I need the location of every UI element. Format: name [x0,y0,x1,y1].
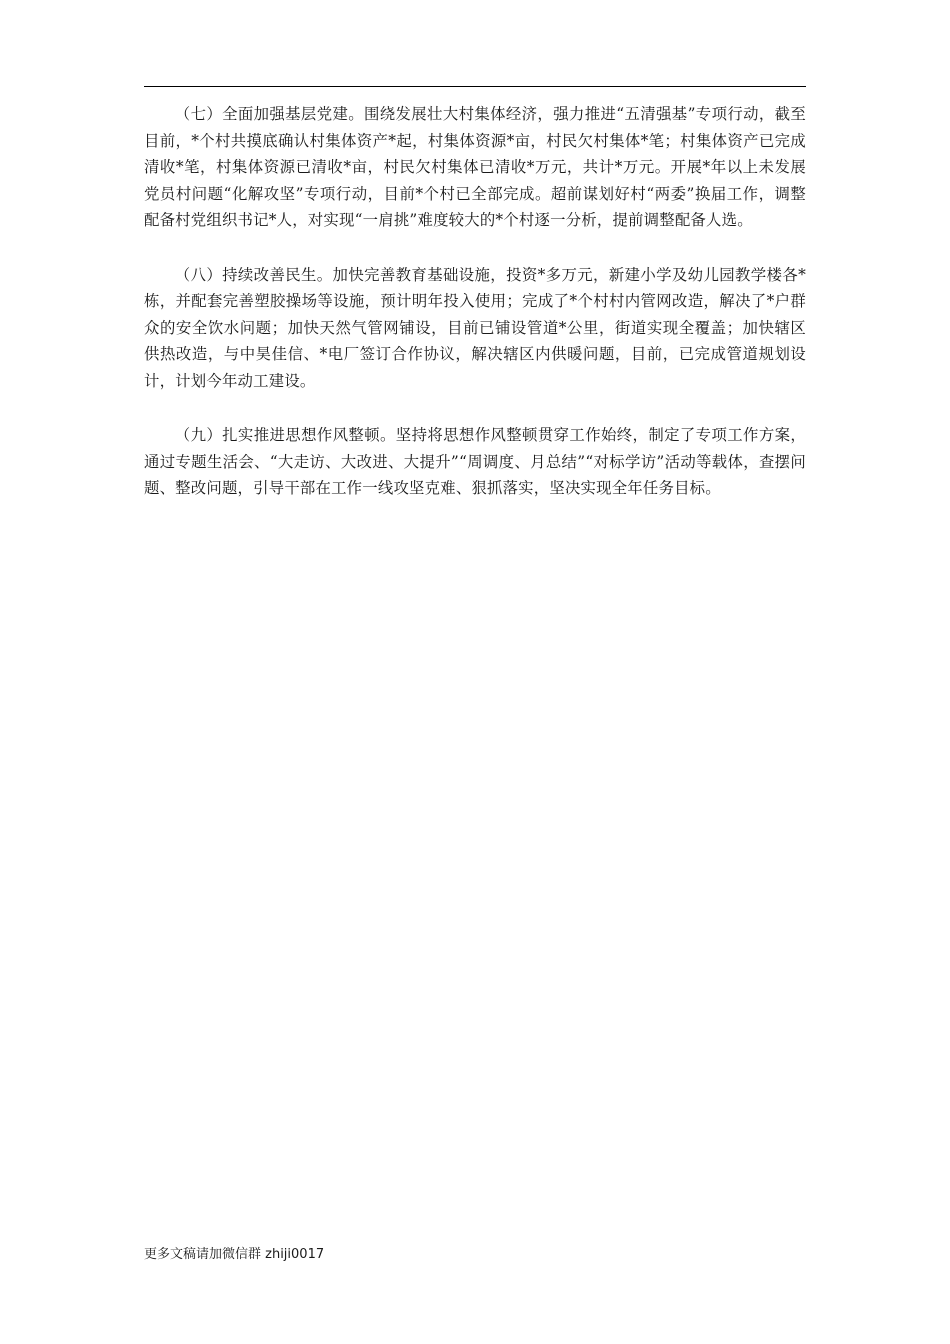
document-body [144,101,806,530]
paragraph-livelihood: （八）持续改善民生。加快完善教育基础设施，投资*多万元，新建小学及幼儿园教学楼各*栋，并配套完善塑胶操场等设施，预计明年投入使用；完成了*个村村内管网改造，解决了*户群众的安全饮水问题；加快天然气管网铺设，目前已铺设管道*公里，街道实现全覆盖；加快辖区供热改造，与中昊佳信、*电厂签订合作协议，解决辖区内供暖问题，目前，已完成管道规划设计，计划今年动工建设。 [144,265,806,390]
paragraph-work-style: （九）扎实推进思想作风整顿。坚持将思想作风整顿贯穿工作始终，制定了专项工作方案，通过专题生活会、“大走访、大改进、大提升”“周调度、月总结”“对标学访”活动等载体，查摆问题、整改问题，引导干部在工作一线攻坚克难、狠抓落实，坚决实现全年任务目标。 [144,426,806,497]
footer-note: 更多文稿请加微信群 zhiji0017 [144,1247,325,1262]
header-rule [144,86,806,87]
paragraph-party-building: （七）全面加强基层党建。围绕发展壮大村集体经济，强力推进“五清强基”专项行动，截至目前，*个村共摸底确认村集体资产*起，村集体资源*亩，村民欠村集体*笔；村集体资产已完成清收*笔，村集体资源已清收*亩，村民欠村集体已清收*万元，共计*万元。开展*年以上未发展党员村问题“化解攻坚”专项行动，目前*个村已全部完成。超前谋划好村“两委”换届工作，调整配备村党组织书记*人，对实现“一肩挑”难度较大的*个村逐一分析，提前调整配备人选。 [144,105,806,229]
